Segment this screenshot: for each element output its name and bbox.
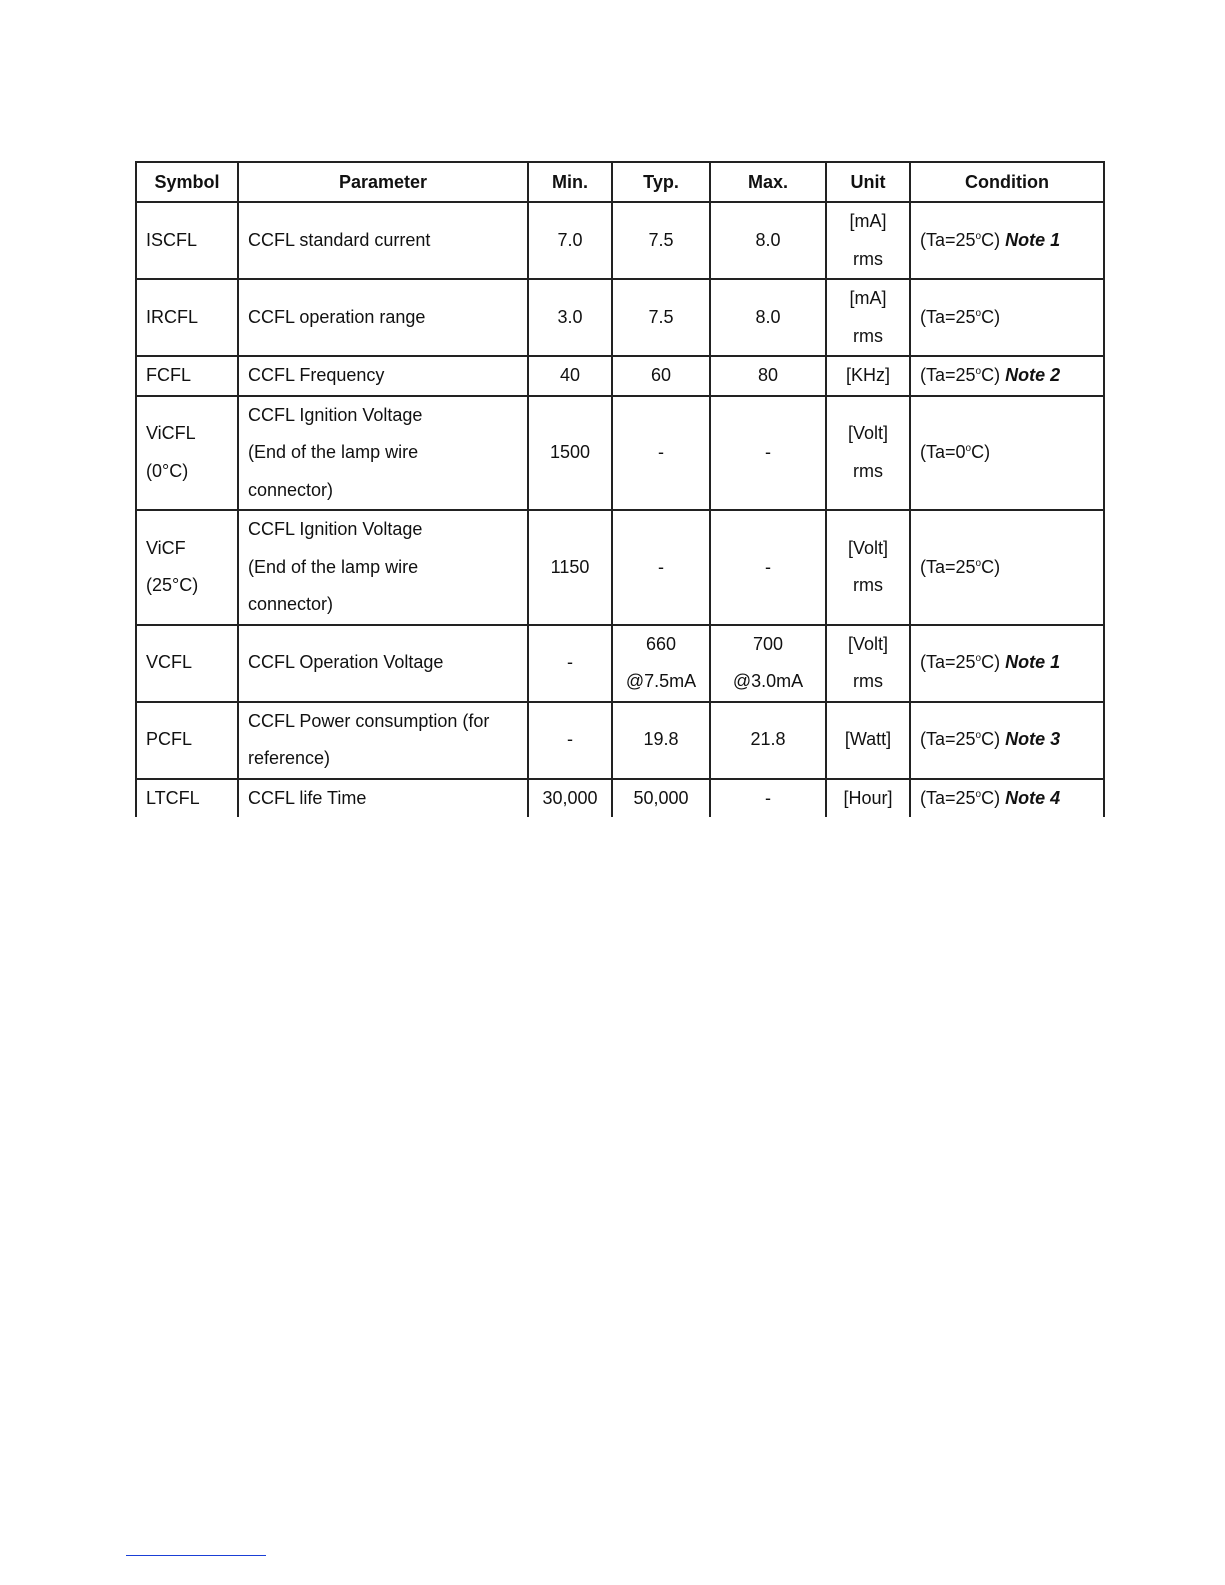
condition-note: Note 3 [1005,729,1061,750]
parameter-cell [238,279,528,356]
parameter-cell [238,356,528,396]
condition-unit-text: C) [981,365,1001,385]
table-body [136,202,1104,817]
unit-cell [826,702,910,779]
table-row [136,779,1104,818]
condition-text: (Ta=25 [920,556,976,577]
condition-note: Note 1 [1005,229,1061,250]
max-text: - [765,556,771,577]
typ-cell [612,356,710,396]
footer-link-underline[interactable] [126,1555,266,1556]
unit-cell [826,279,910,356]
parameter-text: CCFL Frequency [248,365,385,385]
degree-superscript: o [975,653,982,665]
unit-text: rms [853,671,883,691]
typ-text: 50,000 [633,787,689,808]
unit-cell [826,779,910,818]
condition-cell [910,202,1104,279]
max-text: 8.0 [755,229,781,250]
unit-text: [Volt] [847,633,889,654]
min-cell [528,625,612,702]
column-header-symbol: Symbol [136,162,238,202]
parameter-text: connector) [248,594,334,614]
symbol-cell [136,702,238,779]
min-text: 1500 [549,442,591,462]
table-row [136,202,1104,279]
unit-text: [mA] [849,288,887,308]
min-text: 3.0 [557,306,583,327]
condition-note: Note 2 [1005,365,1061,385]
min-cell [528,279,612,356]
min-cell [528,702,612,779]
column-header-condition: Condition [910,162,1104,202]
max-cell [710,625,826,702]
max-text: 8.0 [755,306,781,327]
typ-text: @7.5mA [625,671,697,691]
degree-superscript: o [975,730,982,742]
symbol-text: LTCFL [146,787,200,808]
max-cell [710,202,826,279]
condition-unit-text: C) [981,306,1001,327]
parameter-text: CCFL standard current [248,229,431,250]
min-cell [528,202,612,279]
table-row [136,625,1104,702]
parameter-text: CCFL Operation Voltage [248,652,444,673]
condition-cell [910,625,1104,702]
unit-text: [KHz] [845,365,890,385]
parameter-cell [238,702,528,779]
typ-text: 7.5 [648,306,674,327]
parameter-text: CCFL life Time [248,787,367,808]
symbol-text: VCFL [146,652,193,673]
max-text: 700 [752,633,784,654]
condition-cell [910,279,1104,356]
condition-text: (Ta=0 [920,442,966,462]
unit-cell [826,625,910,702]
parameter-cell [238,510,528,625]
max-text: 21.8 [750,729,786,750]
table-row [136,279,1104,356]
column-header-unit: Unit [826,162,910,202]
typ-cell [612,625,710,702]
min-text: 30,000 [542,787,598,808]
unit-text: rms [853,248,883,269]
symbol-cell [136,779,238,818]
symbol-cell [136,202,238,279]
max-text: - [765,442,771,462]
condition-unit-text: C) [981,652,1001,673]
symbol-text: ViCFL [146,423,196,444]
unit-text: [Hour] [843,787,893,808]
degree-superscript: o [975,788,982,800]
column-header-typ: Typ. [612,162,710,202]
unit-text: [Volt] [847,537,889,558]
typ-cell [612,396,710,511]
min-cell [528,356,612,396]
min-text: - [567,652,573,673]
typ-cell [612,202,710,279]
column-header-min: Min. [528,162,612,202]
min-cell [528,396,612,511]
symbol-text: IRCFL [146,306,199,327]
symbol-text: ViCF [146,537,186,558]
ccfl-spec-table [135,161,1105,817]
max-text: 80 [757,365,779,385]
min-text: 7.0 [557,229,583,250]
table-row [136,702,1104,779]
table-row [136,396,1104,511]
symbol-cell [136,625,238,702]
max-text: @3.0mA [732,671,804,691]
symbol-text: (0°C) [146,460,189,481]
condition-unit-text: C) [981,729,1001,750]
parameter-text: (End of the lamp wire [248,556,419,577]
symbol-text: FCFL [146,365,191,385]
condition-text: (Ta=25 [920,729,976,750]
typ-cell [612,510,710,625]
symbol-cell [136,396,238,511]
condition-text: (Ta=25 [920,306,976,327]
typ-text: 660 [645,633,677,654]
parameter-text: CCFL Ignition Voltage [248,404,423,425]
condition-cell [910,356,1104,396]
parameter-text: CCFL operation range [248,306,426,327]
unit-cell [826,202,910,279]
max-cell [710,396,826,511]
condition-note: Note 1 [1005,652,1061,673]
condition-unit-text: C) [971,442,991,462]
parameter-cell [238,625,528,702]
symbol-text: ISCFL [146,229,198,250]
typ-text: 19.8 [643,729,679,750]
typ-cell [612,279,710,356]
parameter-cell [238,396,528,511]
typ-text: 60 [650,365,672,385]
max-cell [710,279,826,356]
unit-text: [mA] [849,211,887,231]
unit-text: [Volt] [847,423,889,444]
parameter-text: CCFL Ignition Voltage [248,519,423,539]
min-cell [528,779,612,818]
condition-text: (Ta=25 [920,365,976,385]
max-cell [710,779,826,818]
table-row [136,356,1104,396]
table-header-row [136,162,1104,202]
min-text: - [567,729,573,750]
min-cell [528,510,612,625]
condition-unit-text: C) [981,787,1001,808]
degree-superscript: o [975,307,982,319]
min-text: 40 [559,365,581,385]
unit-cell [826,396,910,511]
condition-text: (Ta=25 [920,229,976,250]
symbol-text: PCFL [146,729,193,750]
max-cell [710,702,826,779]
condition-note: Note 4 [1005,787,1061,808]
condition-cell [910,779,1104,818]
symbol-cell [136,279,238,356]
column-header-parameter: Parameter [238,162,528,202]
table-row [136,510,1104,625]
unit-text: rms [853,325,883,346]
condition-text: (Ta=25 [920,787,976,808]
condition-text: (Ta=25 [920,652,976,673]
condition-cell [910,510,1104,625]
parameter-text: reference) [248,748,331,768]
column-header-max: Max. [710,162,826,202]
parameter-text: CCFL Power consumption (for [248,710,490,731]
degree-superscript: o [975,557,982,569]
max-cell [710,510,826,625]
max-text: - [765,787,771,808]
typ-text: - [658,556,664,577]
typ-text: - [658,442,664,462]
parameter-cell [238,779,528,818]
min-text: 1150 [550,556,590,577]
unit-text: rms [853,460,883,481]
symbol-cell [136,510,238,625]
degree-superscript: o [975,230,982,242]
typ-text: 7.5 [648,229,674,250]
condition-unit-text: C) [981,556,1001,577]
max-cell [710,356,826,396]
condition-unit-text: C) [981,229,1001,250]
degree-superscript: o [975,366,982,377]
condition-cell [910,702,1104,779]
symbol-text: (25°C) [146,575,199,596]
parameter-text: (End of the lamp wire [248,442,419,462]
parameter-cell [238,202,528,279]
unit-cell [826,356,910,396]
unit-cell [826,510,910,625]
typ-cell [612,702,710,779]
degree-superscript: o [965,443,972,454]
unit-text: [Watt] [844,729,892,750]
typ-cell [612,779,710,818]
symbol-cell [136,356,238,396]
condition-cell [910,396,1104,511]
unit-text: rms [853,575,883,596]
parameter-text: connector) [248,479,334,500]
